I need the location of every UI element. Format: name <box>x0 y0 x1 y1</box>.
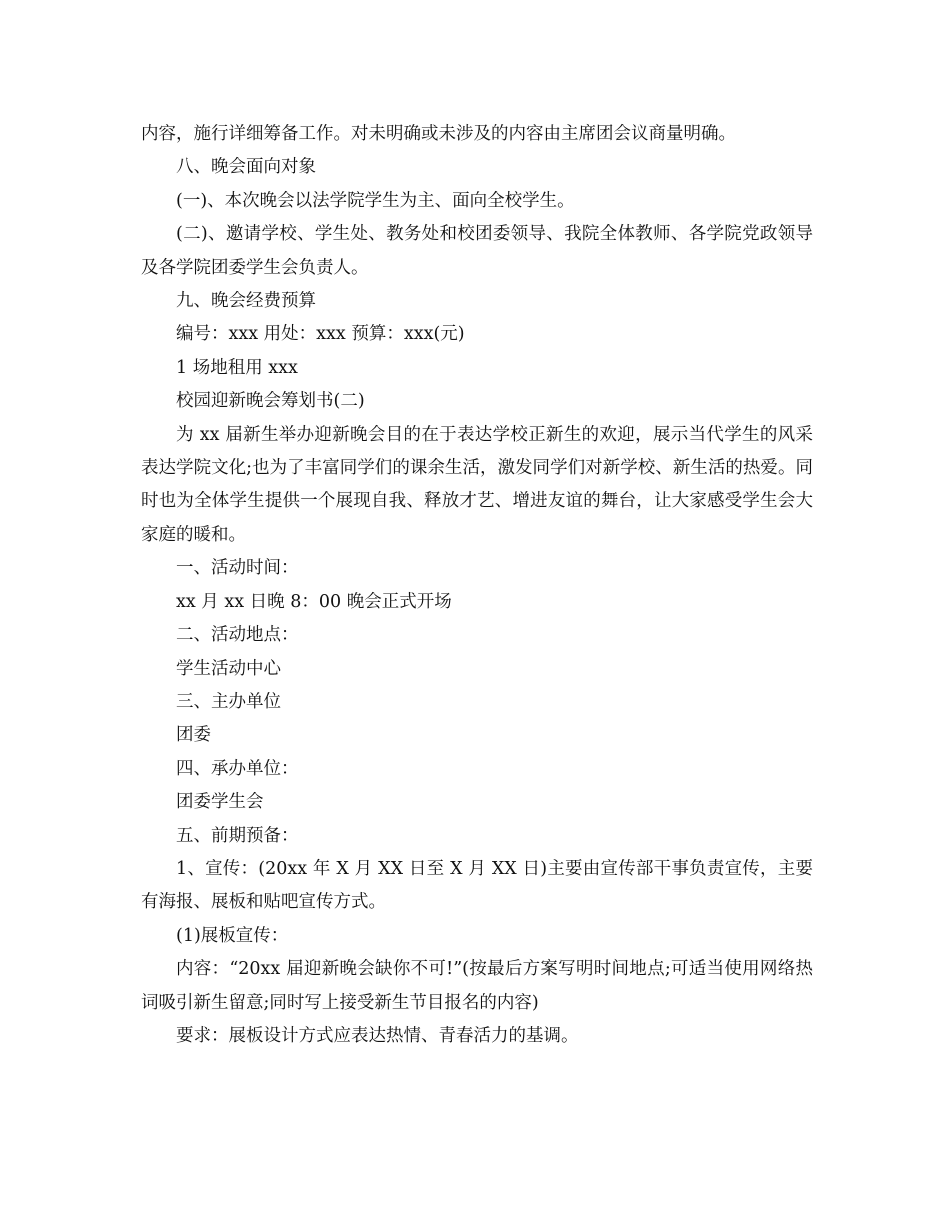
paragraph-purpose: 为 xx 届新生举办迎新晚会目的在于表达学校正新生的欢迎，展示当代学生的风采表达学院文化;也为了丰富同学们的课余生活，激发同学们对新学校、新生活的热爱。同时也为全体学生提供一个展现自我、释放才艺、增进友谊的舞台，让大家感受学生会大家庭的暖和。 <box>141 424 813 545</box>
section-heading-location: 二、活动地点： <box>176 625 299 646</box>
section-heading-budget: 九、晚会经费预算 <box>176 291 316 312</box>
budget-item-line: 1 场地租用 xxx <box>176 357 298 378</box>
section-heading-time: 一、活动时间： <box>176 558 299 579</box>
paragraph-publicity: 1、宣传：(20xx 年 X 月 XX 日至 X 月 XX 日)主要由宣传部干事负责宣传，主要有海报、展板和贴吧宣传方式。 <box>141 858 813 913</box>
paragraph-continuation: 内容，施行详细筹备工作。对未明确或未涉及的内容由主席团会议商量明确。 <box>141 124 736 144</box>
section-heading-preparation: 五、前期预备： <box>176 825 299 846</box>
paragraph-audience-2: (二)、邀请学校、学生处、教务处和校团委领导、我院全体教师、各学院党政领导及各学院团委学生会负责人。 <box>141 224 813 278</box>
paragraph-audience-1: (一)、本次晚会以法学院学生为主、面向全校学生。 <box>176 190 575 211</box>
subheading-board-publicity: (1)展板宣传： <box>176 925 289 946</box>
paragraph-board-requirement: 要求：展板设计方式应表达热情、青春活力的基调。 <box>176 1025 579 1046</box>
paragraph-board-content: 内容：“20xx 届迎新晚会缺你不可!”(按最后方案写明时间地点;可适当使用网络热词吸引新生留意;同时写上接受新生节目报名的内容) <box>141 959 813 1013</box>
paragraph-location: 学生活动中心 <box>176 658 281 679</box>
paragraph-host: 团委学生会 <box>176 792 264 813</box>
section-heading-host: 四、承办单位： <box>176 758 299 779</box>
paragraph-time: xx 月 xx 日晚 8：00 晚会正式开场 <box>176 591 452 612</box>
paragraph-organizer: 团委 <box>176 725 211 746</box>
budget-header-line: 编号：xxx 用处：xxx 预算：xxx(元) <box>176 324 465 345</box>
document-body <box>141 118 813 1053</box>
section-heading-audience: 八、晚会面向对象 <box>176 157 316 178</box>
document-subtitle: 校园迎新晚会筹划书(二) <box>176 391 365 412</box>
section-heading-organizer: 三、主办单位 <box>176 691 281 712</box>
